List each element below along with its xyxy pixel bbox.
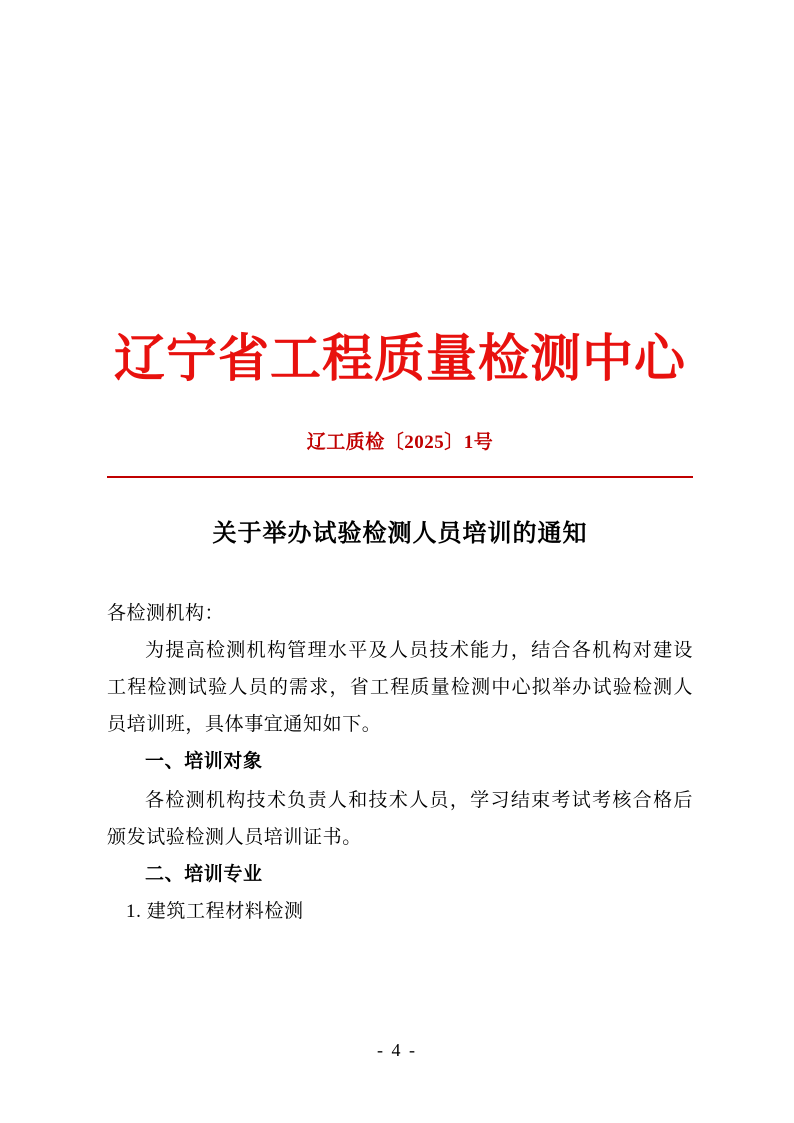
organization-masthead: 辽宁省工程质量检测中心 (113, 329, 686, 389)
salutation: 各检测机构： (107, 602, 225, 624)
page-number-footer: - 4 - (377, 1040, 417, 1060)
red-separator-rule (107, 476, 693, 479)
section-heading-2: 二、培训专业 (145, 864, 263, 886)
section-body-1: 各检测机构技术负责人和技术人员，学习结束考试考核合格后颁发试验检测人员培训证书。 (107, 790, 693, 849)
section-2-item-1: 1. 建筑工程材料检测 (126, 901, 304, 923)
document-number: 辽工质检〔2025〕1号 (306, 431, 494, 453)
intro-paragraph: 为提高检测机构管理水平及人员技术能力，结合各机构对建设工程检测试验人员的需求，省工程质量检测中心拟举办试验检测人员培训班，具体事宜通知如下。 (107, 639, 693, 735)
section-heading-1: 一、培训对象 (145, 750, 263, 772)
document-body (107, 0, 693, 930)
document-title: 关于举办试验检测人员培训的通知 (212, 521, 588, 548)
